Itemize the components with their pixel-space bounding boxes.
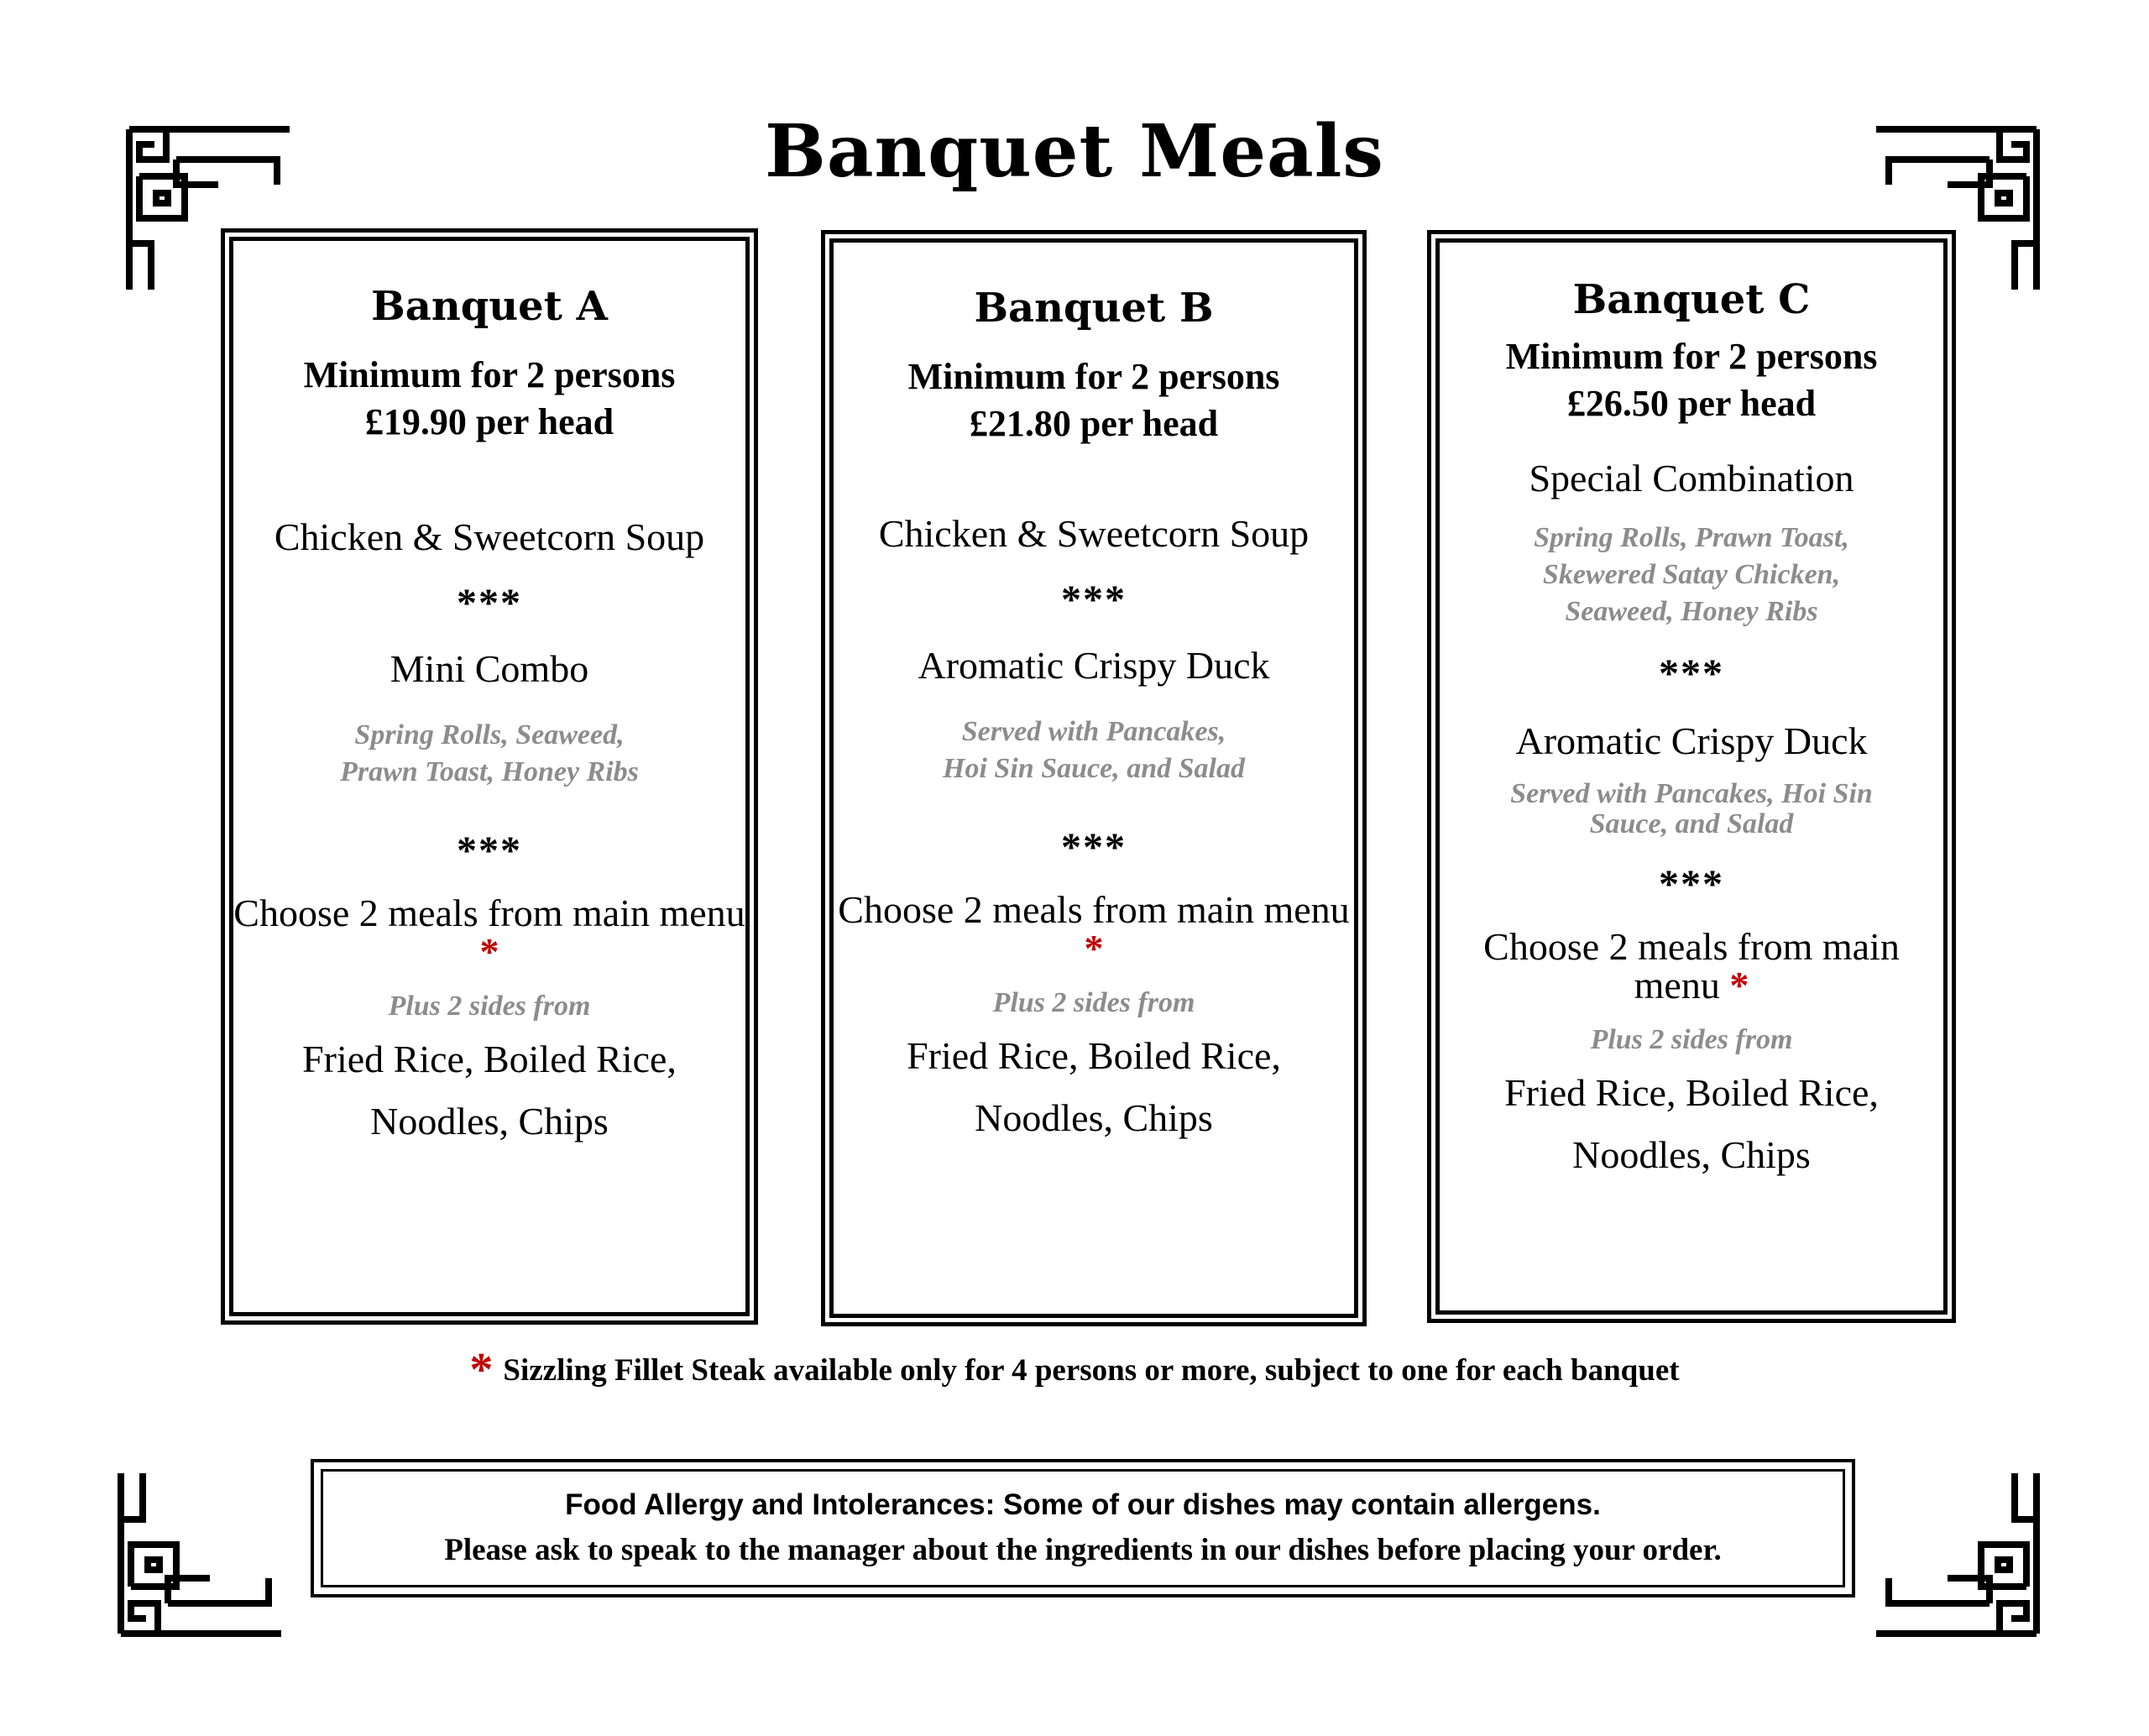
main-course-text: Choose 2 meals from main menu <box>1483 925 1900 1007</box>
sides-line-1: Fried Rice, Boiled Rice, <box>1504 1071 1879 1114</box>
sides-line-2: Noodles, Chips <box>370 1100 609 1143</box>
main-course-choice <box>834 888 1354 970</box>
price-per-head: £26.50 per head <box>1566 383 1817 424</box>
sides-line-2: Noodles, Chips <box>975 1096 1213 1139</box>
allergy-notice <box>311 1459 1855 1597</box>
course-separator: *** <box>457 581 522 625</box>
main-course-choice <box>233 894 745 971</box>
starter-description-line-1: Served with Pancakes, <box>961 716 1226 747</box>
banquet-card-c <box>1427 230 1956 1323</box>
banquet-title: Banquet C <box>1572 276 1811 323</box>
starter-description-line-3: Seaweed, Honey Ribs <box>1565 596 1818 627</box>
price-per-head: £19.90 per head <box>364 401 614 442</box>
banquet-title: Banquet B <box>974 285 1214 332</box>
course-starter: Aromatic Crispy Duck <box>918 644 1270 687</box>
starter-description-line-2: Hoi Sin Sauce, and Salad <box>943 753 1245 784</box>
asterisk-mark: * <box>1084 927 1104 970</box>
main-course-text: Choose 2 meals from main menu <box>233 892 745 934</box>
course-separator: *** <box>1659 862 1724 907</box>
duck-description-line-2: Sauce, and Salad <box>1589 808 1794 839</box>
sides-line-2: Noodles, Chips <box>1572 1133 1811 1176</box>
minimum-persons: Minimum for 2 persons <box>907 356 1280 397</box>
allergy-line-2: Please ask to speak to the manager about the ingredients in our dishes before placing your order. <box>444 1533 1722 1567</box>
course-starter: Mini Combo <box>390 647 589 690</box>
course-separator: *** <box>1659 651 1724 696</box>
sides-line-1: Fried Rice, Boiled Rice, <box>907 1034 1281 1077</box>
main-course-text: Choose 2 meals from main menu <box>838 888 1350 931</box>
price-per-head: £21.80 per head <box>969 403 1219 444</box>
course-soup: Chicken & Sweetcorn Soup <box>878 512 1310 555</box>
asterisk-mark: * <box>469 1344 494 1396</box>
course-separator: *** <box>1061 578 1127 622</box>
course-starter: Special Combination <box>1529 457 1854 499</box>
banquet-title: Banquet A <box>371 283 608 330</box>
page-title: Banquet Meals <box>765 109 1384 194</box>
main-course-choice <box>1440 925 1943 1007</box>
starter-description-line-1: Spring Rolls, Seaweed, <box>354 719 625 750</box>
minimum-persons: Minimum for 2 persons <box>303 354 676 395</box>
sides-label: Plus 2 sides from <box>388 991 591 1022</box>
course-soup: Chicken & Sweetcorn Soup <box>274 515 705 558</box>
sides-label: Plus 2 sides from <box>1590 1024 1793 1055</box>
course-separator: *** <box>457 829 522 873</box>
sides-label: Plus 2 sides from <box>992 987 1195 1018</box>
starter-description-line-1: Spring Rolls, Prawn Toast, <box>1534 522 1849 553</box>
minimum-persons: Minimum for 2 persons <box>1505 336 1878 377</box>
corner-ornament-bottom-left-icon <box>118 1469 285 1637</box>
duck-description-line-1: Served with Pancakes, Hoi Sin <box>1510 778 1873 809</box>
asterisk-mark: * <box>479 930 499 973</box>
steak-footnote <box>0 1343 2149 1397</box>
banquet-card-a <box>221 228 758 1325</box>
course-separator: *** <box>1061 825 1127 870</box>
allergy-line-1: Food Allergy and Intolerances: Some of our dishes may contain allergens. <box>565 1488 1601 1521</box>
course-duck: Aromatic Crispy Duck <box>1515 719 1868 762</box>
banquet-card-b <box>821 230 1367 1326</box>
starter-description-line-2: Prawn Toast, Honey Ribs <box>340 756 639 787</box>
sides-line-1: Fried Rice, Boiled Rice, <box>302 1038 677 1080</box>
starter-description-line-2: Skewered Satay Chicken, <box>1542 559 1841 590</box>
corner-ornament-bottom-right-icon <box>1872 1469 2040 1637</box>
asterisk-mark: * <box>1729 964 1749 1007</box>
footnote-text: Sizzling Fillet Steak available only for 4 persons or more, subject to one for each banquet <box>503 1353 1680 1388</box>
